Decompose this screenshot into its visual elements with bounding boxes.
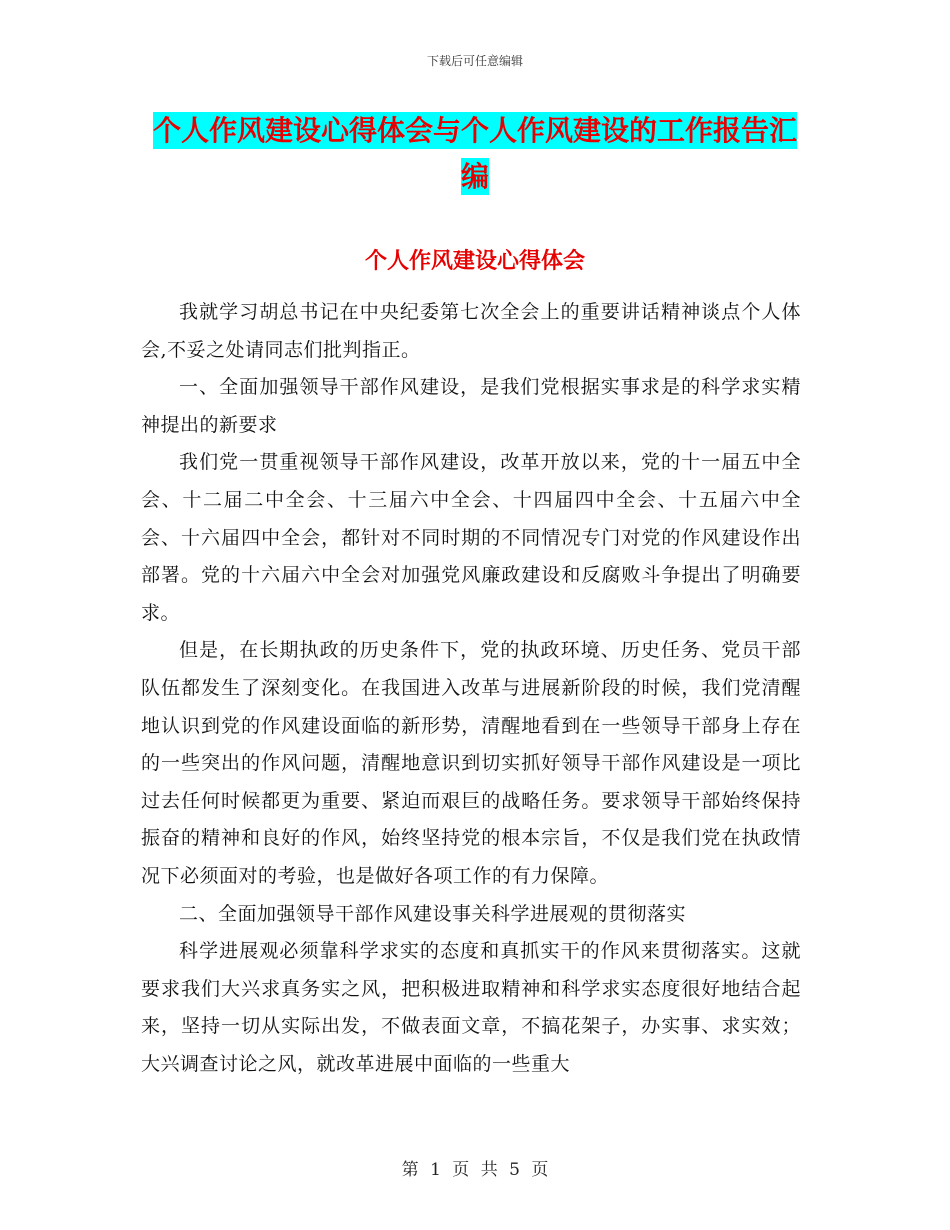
document-title — [130, 108, 820, 200]
page-number: 第 1 页 共 5 页 — [401, 1160, 549, 1180]
body-paragraph: 二、全面加强领导干部作风建设事关科学进展观的贯彻落实 — [179, 902, 687, 925]
document-body — [141, 294, 801, 1083]
page-header-note: 下载后可任意编辑 — [426, 54, 523, 68]
section-subtitle: 个人作风建设心得体会 — [364, 249, 585, 274]
body-paragraph: 我就学习胡总书记在中央纪委第七次全会上的重要讲话精神谈点个人体会,不妥之处请同志们批判指正。 — [141, 301, 801, 361]
body-paragraph: 我们党一贯重视领导干部作风建设，改革开放以来，党的十一届五中全会、十二届二中全会、十三届六中全会、十四届四中全会、十五届六中全会、十六届四中全会，都针对不同时期的不同情况专门对党的作风建设作出部署。党的十六届六中全会对加强党风廉政建设和反腐败斗争提出了明确要求。 — [141, 451, 801, 624]
body-paragraph: 一、全面加强领导干部作风建设，是我们党根据实事求是的科学求实精神提出的新要求 — [141, 376, 801, 436]
document-title-line-2: 编 — [460, 160, 489, 193]
body-paragraph: 科学进展观必须靠科学求实的态度和真抓实干的作风来贯彻落实。这就要求我们大兴求真务实之风，把积极进取精神和科学求实态度很好地结合起来，坚持一切从实际出发，不做表面文章，不搞花架子，办实事、求实效；大兴调查讨论之风，就改革进展中面临的一些重大 — [141, 940, 801, 1075]
document-title-line-1: 个人作风建设心得体会与个人作风建设的工作报告汇 — [152, 114, 797, 147]
body-paragraph: 但是，在长期执政的历史条件下，党的执政环境、历史任务、党员干部队伍都发生了深刻变化。在我国进入改革与进展新阶段的时候，我们党清醒地认识到党的作风建设面临的新形势，清醒地看到在一些领导干部身上存在的一些突出的作风问题，清醒地意识到切实抓好领导干部作风建设是一项比过去任何时候都更为重要、紧迫而艰巨的战略任务。要求领导干部始终保持振奋的精神和良好的作风，始终坚持党的根本宗旨，不仅是我们党在执政情况下必须面对的考验，也是做好各项工作的有力保障。 — [141, 639, 801, 887]
